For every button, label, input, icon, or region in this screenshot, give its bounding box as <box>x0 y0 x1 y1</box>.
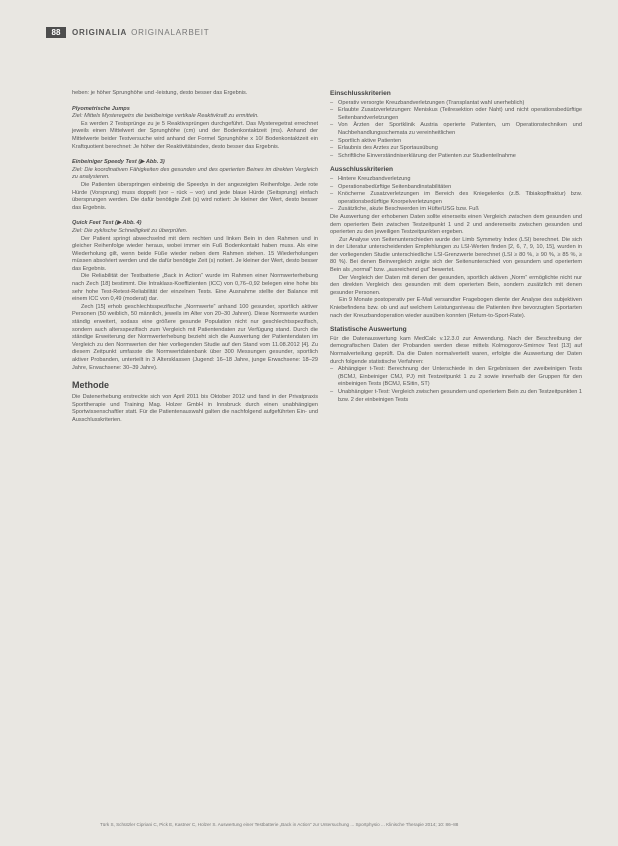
list-item: – Knöcherne Zusatzverletzungen im Bereich des Kniegelenks (z.B. Tibiakopffraktur) bzw. operationsbedürftige Knorpelverletzungen <box>330 191 582 206</box>
list-item: – Hintere Kreuzbandverletzung <box>330 176 582 184</box>
speedy-test-goal: Ziel: Die koordinativen Fähigkeiten des gesunden und des operierten Beines im direkten Vergleich zu analysieren. <box>72 166 318 181</box>
intro-paragraph: heben: je höher Sprunghöhe und -leistung, desto besser das Ergebnis. <box>72 90 248 96</box>
lsi-paragraph: Zur Analyse von Seitenunterschieden wurde der Limb Symmetry Index (LSI) berechnet. Die sich in der Literatur unterscheidenden Empfehlungen zu LSI-Werten finden [2, 6, 7, 9, 10, 15], wurden in der vorliegenden Studie unterschiedliche LSI-Grenzwerte berechnet (LSI ≥ 80 %, ≥ 90 %, ≥ 85 %, ≥ 80 %). Bei denen Beinvergleich zeigte sich der Seitenunterschied von gesundem und operiertem Bein als „normal“ bzw. „ausreichend gut“ bewertet. <box>330 236 582 274</box>
list-item: – Abhängiger t-Test: Berechnung der Unterschiede in den Ergebnissen der zweibeinigen Tests (BCMJ, Einbeiniger CMJ, PJ) mit Testzeitpunkt 1 zu 2 sowie innerhalb der Gruppen für den einbeinigen Tests (BCMJ, ESitin, ST) <box>330 366 582 389</box>
statistics-body: Für die Datenauswertung kam MedCalc v.12.3.0 zur Anwendung. Nach der Beschreibung der demografischen Daten der Probanden werden diese mittels Kolmogorov-Smirnov Test [13] auf Normalverteilung geprüft. Da die Daten normalverteilt waren, erfolgte die Auswertung der Daten durch folgende statistische Verfahren: <box>330 335 582 365</box>
list-item: – Erlaubte Zusatzverletzungen: Meniskus (Teilresektion oder Naht) und nicht operationsbedürftige Seitenbandverletzungen <box>330 107 582 122</box>
list-item: – Sportlich aktive Patienten <box>330 138 582 146</box>
plyometric-jumps-heading: Plyometrische Jumps <box>72 105 130 112</box>
list-item: – Operativ versorgte Kreuzbandverletzungen (Transplantat wahl unerheblich) <box>330 100 582 108</box>
methods-body: Die Datenerhebung erstreckte sich von April 2011 bis Oktober 2012 und fand in der Privatpraxis Sporttherapie und Training Mag. Holzer GmbH in Innsbruck durch einen unabhängigen Sportwissenschaftler statt. Für die Patientenauswahl galten die nachfolgend aufgeführten Ein- und Ausschlusskriterien. <box>72 394 318 423</box>
running-header <box>46 26 209 38</box>
list-item: – Erlaubnis des Arztes zur Sportausübung <box>330 145 582 153</box>
methods-heading: Methode <box>72 380 109 391</box>
plyometric-jumps-body: Es werden 2 Testsprünge zu je 5 Reaktivsprüngen durchgeführt. Das Mysteregetrat errechnet jeweils einen Mittelwert der Sprunghöhe (cm) und der Bodenkontaktzeit (ms). Anhand der Mittelwerte beider Testversuche wird anhand der Formel Sprunghöhe x 10/ Bodenkontaktzeit ein Kraftquotient berechnet: Je höher der Reaktivitätsindex, desto besser das Ergebnis. <box>72 120 318 150</box>
evaluation-paragraph: Die Auswertung der erhobenen Daten sollte einerseits einen Vergleich zwischen dem gesunden und dem operierten Bein zwischen Testzeitpunkt 1 und 2 und andererseits zwischen gesunden und operierten zu den jeweiligen Testzeitpunkten ergeben. <box>330 213 582 236</box>
page-number: 88 <box>46 27 66 38</box>
citation-footer: Türk S, Schützler Cipriani C, Pick E, Kastner C, Holzer S. Auswertung einer Testbatterie „Back in Action“ zur Untersuchung ... Sportphysio ... Klinische Therapie 2014; 10: 86–88 <box>100 822 459 827</box>
right-column <box>330 90 582 404</box>
normwerte-paragraph: Zech [15] erhob geschlechtsspezifische „Normwerte“ anhand 100 gesunder, sportlich aktiver Personen (50 weiblich, 50 männlich, jeweils im Alter von 20–30 Jahren). Diese Normwerte wurden ständig erweitert, sodass eine größere gesunde Population nicht nur geschlechtsspezifisch, sondern auch altersspezifisch zum Vergleich mit Patientendaten zur Verfügung stand. Durch die ständige Erweiterung der Normwerterhebung bezieht sich die Auswertung der Patientendaten im Vergleich zu den Normwerten der hier vorliegenden Studie auf den Stand vom 11.08.2012 [4]. Zu diesem Zeitpunkt umfasste die Normwertdatenbank über 300 Messungen gesunder, sportlich aktiver Probanden, unterteilt in 3 Altersklassen (Jugend: 16–18 Jahre, junge Erwachsene: 18–29 Jahre, Erwachsene: 30–39 Jahre). <box>72 303 318 371</box>
quick-feet-heading: Quick Feet Test (▶ Abb. 4) <box>72 220 142 227</box>
list-item: – Von Ärzten der Sportklinik Austria operierte Patienten, um Operationstechniken und Nachbehandlungsschemata zu vereinheitlichen <box>330 122 582 137</box>
left-column <box>72 90 318 425</box>
inclusion-heading: Einschlusskriterien <box>330 90 391 97</box>
exclusion-list <box>330 176 582 214</box>
exclusion-heading: Ausschlusskriterien <box>330 166 394 174</box>
norm-comparison-paragraph: Der Vergleich der Daten mit denen der gesunden, sportlich aktiven „Norm“ ermöglichte nicht nur den direkten Vergleich des gesunden mit dem operierten Bein, sondern zusätzlich mit denen gesunder Personen. <box>330 274 582 296</box>
section-sublabel: ORIGINALARBEIT <box>131 27 210 37</box>
statistics-heading: Statistische Auswertung <box>330 326 407 334</box>
quick-feet-goal: Ziel: Die zyklische Schnelligkeit zu überprüfen. <box>72 227 188 234</box>
inclusion-list <box>330 100 582 161</box>
list-item: – Schriftliche Einverständniserklärung der Patienten zur Studienteilnahme <box>330 153 582 161</box>
reliability-paragraph: Die Reliabilität der Testbatterie „Back in Action“ wurde im Rahmen einer Normwerterhebung nach Zech [18] bestimmt. Die Intraklass-Koeffizienten (ICC) von 0,76–0,92 belegen eine hohe bis sehr hohe Test-Retest-Reliabilität der einzelnen Tests. Eine Ausnahme stellte der Balance mit einem ICC von 0,49 (moderat) dar. <box>72 273 318 303</box>
section-label: ORIGINALIA <box>72 27 128 37</box>
list-item: – Zusätzliche, akute Beschwerden im Hüfte/USG bzw. Fuß <box>330 206 582 214</box>
list-item: – Unabhängiger t-Test: Vergleich zwischen gesundem und operiertem Bein zu den Testzeitpunkten 1 bzw. 2 der einbeinigen Tests <box>330 389 582 404</box>
speedy-test-heading: Einbeiniger Speedy Test (▶ Abb. 3) <box>72 159 165 166</box>
speedy-test-body: Die Patienten überspringen einbeinig die Speedys in der angezeigten Reihenfolge. Jede rote Hürde (Vorsprung) muss doppelt (vor – rück – vor) und jede blaue Hürde (Seitsprung) einfach übersprungen werden. Die dafür benötigte Zeit (s) wird notiert: Je kleiner der Wert, desto besser das Ergebnis. <box>72 181 318 211</box>
statistics-list <box>330 366 582 404</box>
quick-feet-body: Der Patient springt abwechselnd mit dem rechten und linken Bein in den Rahmen und in gleicher Reihenfolge wieder heraus, wobei immer ein Fuß Bodenkontakt haben muss. Als eine Wiederholung gilt, wenn beide Füße wieder neben dem Rahmen stehen. 15 Wiederholungen müssen absolviert werden und die dafür benötigte Zeit (s) notiert. Je kleiner der Wert, desto besser das Ergebnis. <box>72 235 318 272</box>
questionnaire-paragraph: Ein 9 Monate postoperativ per E-Mail versandter Fragebogen diente der Analyse des subjektiven Kniebefindens bzw. ob und auf welchem Leistungsniveau die Patienten ihre bevorzugten Sportarten nach der Kreuzbandoperation wieder ausüben konnten (Return-to-Sport-Rate). <box>330 297 582 319</box>
plyometric-jumps-goal: Ziel: Mittels Mysteregetrs die beidbeinige vertikale Reaktivkraft zu ermitteln. <box>72 113 259 120</box>
list-item: – Operationsbedürftige Seitenbandinstabilitäten <box>330 184 582 192</box>
